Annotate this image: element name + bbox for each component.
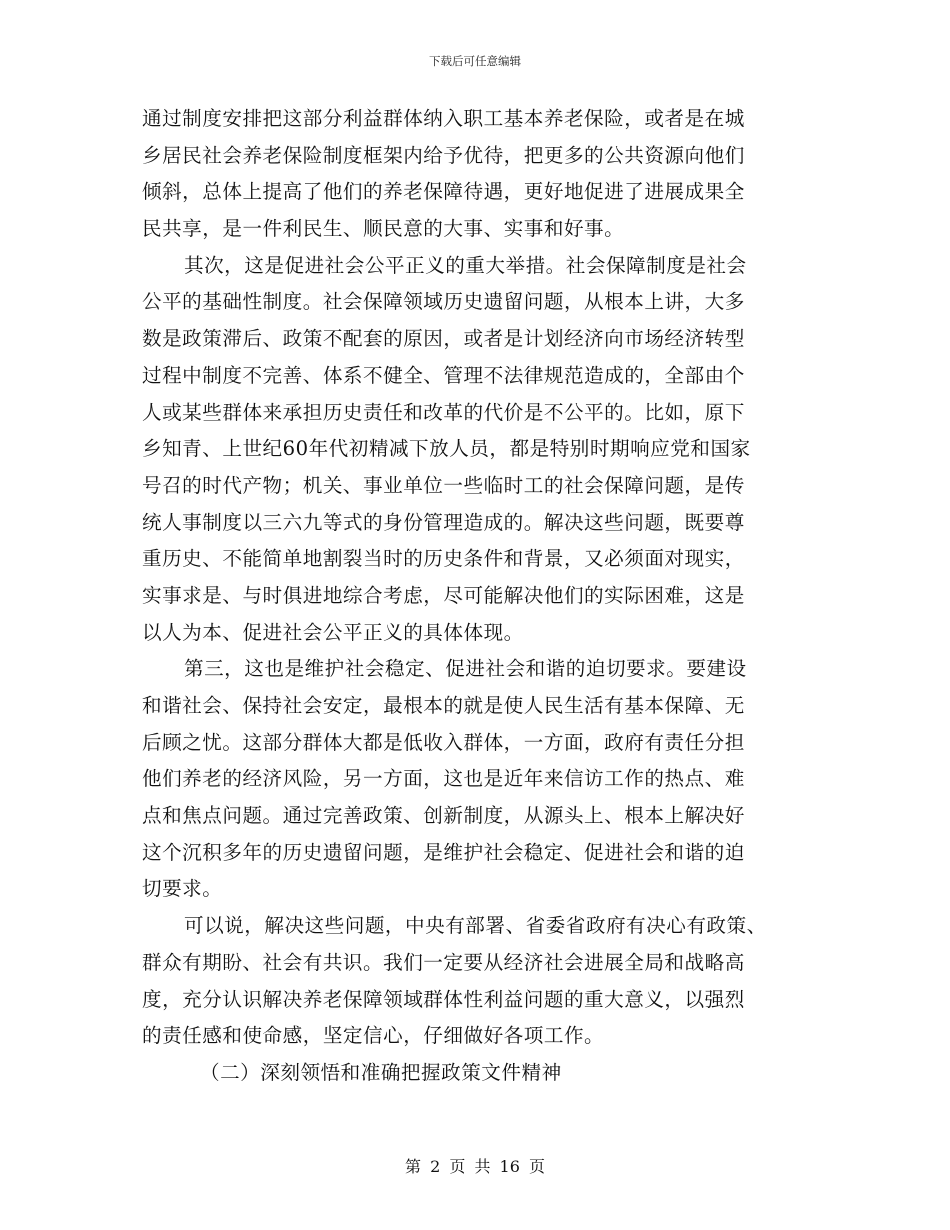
paragraph-first-line: 第三，这也是维护社会稳定、促进社会和谐的迫切要求。要建设 [184,657,747,681]
document-body [142,101,810,1092]
text-line: 号召的时代产物；机关、事业单位一些临时工的社会保障问题，是传 [142,473,745,497]
text-line: 他们养老的经济风险，另一方面，这也是近年来信访工作的热点、难 [142,767,745,791]
text-line: 点和焦点问题。通过完善政策、创新制度，从源头上、根本上解决好 [142,804,745,828]
text-line: 数是政策滞后、政策不配套的原因，或者是计划经济向市场经济转型 [142,327,745,351]
text-line: 和谐社会、保持社会安定，最根本的就是使人民生活有基本保障、无 [142,694,745,717]
text-line: 公平的基础性制度。社会保障领域历史遗留问题，从根本上讲，大多 [142,290,745,314]
section-heading: （二）深刻领悟和准确把握政策文件精神 [200,1060,562,1084]
page-number: 第 2 页 共 16 页 [405,1157,545,1176]
text-line: 的责任感和使命感，坚定信心，仔细做好各项工作。 [142,1024,605,1048]
text-line: 人或某些群体来承担历史责任和改革的代价是不公平的。比如，原下 [142,400,745,424]
text-line: 乡居民社会养老保险制度框架内给予优待，把更多的公共资源向他们 [142,143,745,167]
text-line: 统人事制度以三六九等式的身份管理造成的。解决这些问题，既要尊 [142,510,745,534]
text-line: 群众有期盼、社会有共识。我们一定要从经济社会进展全局和战略高 [142,950,745,974]
paragraph-first-line: 可以说，解决这些问题，中央有部署、省委省政府有决心有政策、 [184,914,767,938]
text-line: 度，充分认识解决养老保障领域群体性利益问题的重大意义，以强烈 [142,987,745,1011]
text-line: 实事求是、与时俱进地综合考虑，尽可能解决他们的实际困难，这是 [142,583,745,607]
text-line: 民共享，是一件利民生、顺民意的大事、实事和好事。 [142,217,625,241]
page-header: 下载后可任意编辑 [429,54,521,68]
text-line: 切要求。 [142,877,223,901]
text-line: 过程中制度不完善、体系不健全、管理不法律规范造成的，全部由个 [142,363,745,387]
text-line: 这个沉积多年的历史遗留问题，是维护社会稳定、促进社会和谐的迫 [142,840,745,864]
text-line: 以人为本、促进社会公平正义的具体体现。 [142,620,524,644]
text-line: 通过制度安排把这部分利益群体纳入职工基本养老保险，或者是在城 [142,107,745,130]
text-line: 重历史、不能简单地割裂当时的历史条件和背景，又必须面对现实， [142,547,745,571]
paragraph-first-line: 其次，这是促进社会公平正义的重大举措。社会保障制度是社会 [184,253,747,277]
text-line: 乡知青、上世纪60年代初精减下放人员，都是特别时期响应党和国家 [142,437,751,461]
text-line: 后顾之忧。这部分群体大都是低收入群体，一方面，政府有责任分担 [142,730,745,754]
text-line: 倾斜，总体上提高了他们的养老保障待遇，更好地促进了进展成果全 [142,180,745,204]
